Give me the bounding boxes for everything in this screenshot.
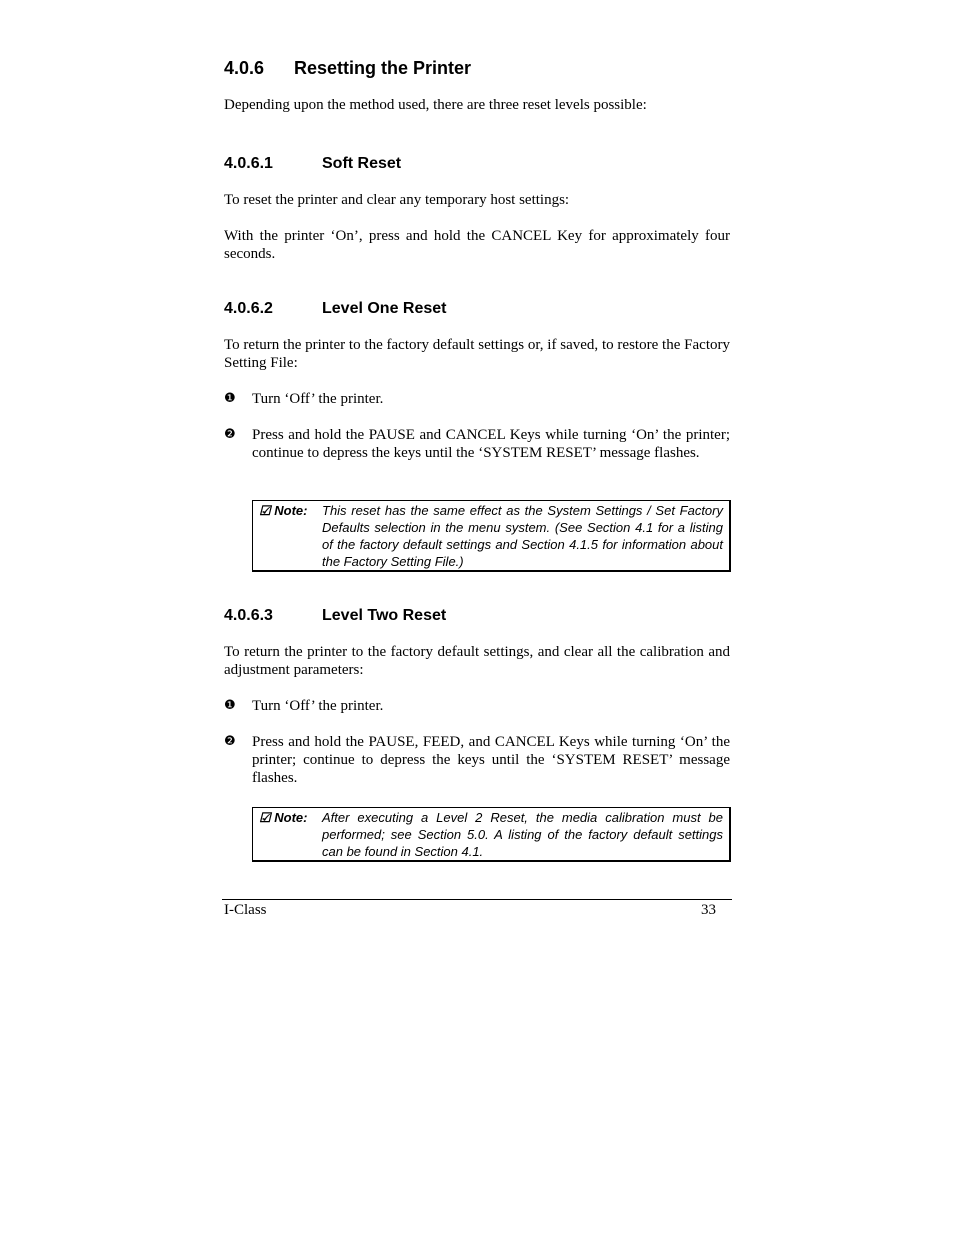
level-two-note-box <box>252 807 731 862</box>
soft-reset-heading <box>224 155 401 173</box>
level-two-heading <box>224 607 446 625</box>
footer-divider <box>222 899 732 900</box>
soft-reset-title: Soft Reset <box>322 155 402 172</box>
level-one-step-2 <box>224 426 730 462</box>
step-2-marker-icon: ❷ <box>224 734 236 749</box>
step-1-marker-icon: ❶ <box>224 391 236 406</box>
step-text: Turn ‘Off’ the printer. <box>252 698 384 714</box>
soft-reset-paragraph-1: To reset the printer and clear any temporary host settings: <box>224 192 570 208</box>
level-one-intro: To return the printer to the factory default settings or, if saved, to restore the Factory Setting File: <box>224 337 730 371</box>
step-1-marker-icon: ❶ <box>224 698 236 713</box>
level-one-note-box <box>252 500 731 572</box>
note-text: After executing a Level 2 Reset, the media calibration must be performed; see Section 5.0. A listing of the factory default settings can be found in Section 4.1. <box>322 810 723 859</box>
note-text: This reset has the same effect as the System Settings / Set Factory Defaults selection in the menu system. (See Section 4.1 for a listing of the factory default settings and Section 4.1.5 for information about the Factory Setting File.) <box>322 503 723 569</box>
level-two-step-1 <box>224 697 730 715</box>
step-2-marker-icon: ❷ <box>224 427 236 442</box>
note-label: ☑ Note: <box>259 810 308 825</box>
step-text: Press and hold the PAUSE and CANCEL Keys while turning ‘On’ the printer; continue to depress the keys until the ‘SYSTEM RESET’ message flashes. <box>252 427 730 461</box>
level-two-intro: To return the printer to the factory default settings, and clear all the calibration and adjustment parameters: <box>224 644 730 678</box>
step-text: Press and hold the PAUSE, FEED, and CANCEL Keys while turning ‘On’ the printer; continue to depress the keys until the ‘SYSTEM RESET’ message flashes. <box>252 734 730 786</box>
soft-reset-number: 4.0.6.1 <box>224 155 273 172</box>
step-text: Turn ‘Off’ the printer. <box>252 391 384 407</box>
level-one-title: Level One Reset <box>322 300 447 317</box>
level-one-heading <box>224 300 447 318</box>
level-two-step-2 <box>224 733 730 787</box>
footer-page-number: 33 <box>701 902 716 918</box>
level-one-number: 4.0.6.2 <box>224 300 273 317</box>
section-heading <box>224 58 471 79</box>
footer-product-name: I-Class <box>224 902 267 918</box>
section-number: 4.0.6 <box>224 58 265 78</box>
soft-reset-paragraph-2: With the printer ‘On’, press and hold the CANCEL Key for approximately four seconds. <box>224 228 730 262</box>
level-one-step-1 <box>224 390 730 408</box>
level-two-number: 4.0.6.3 <box>224 607 273 624</box>
section-title: Resetting the Printer <box>294 58 472 78</box>
section-intro: Depending upon the method used, there are three reset levels possible: <box>224 97 647 113</box>
level-two-title: Level Two Reset <box>322 607 447 624</box>
note-label: ☑ Note: <box>259 503 308 518</box>
